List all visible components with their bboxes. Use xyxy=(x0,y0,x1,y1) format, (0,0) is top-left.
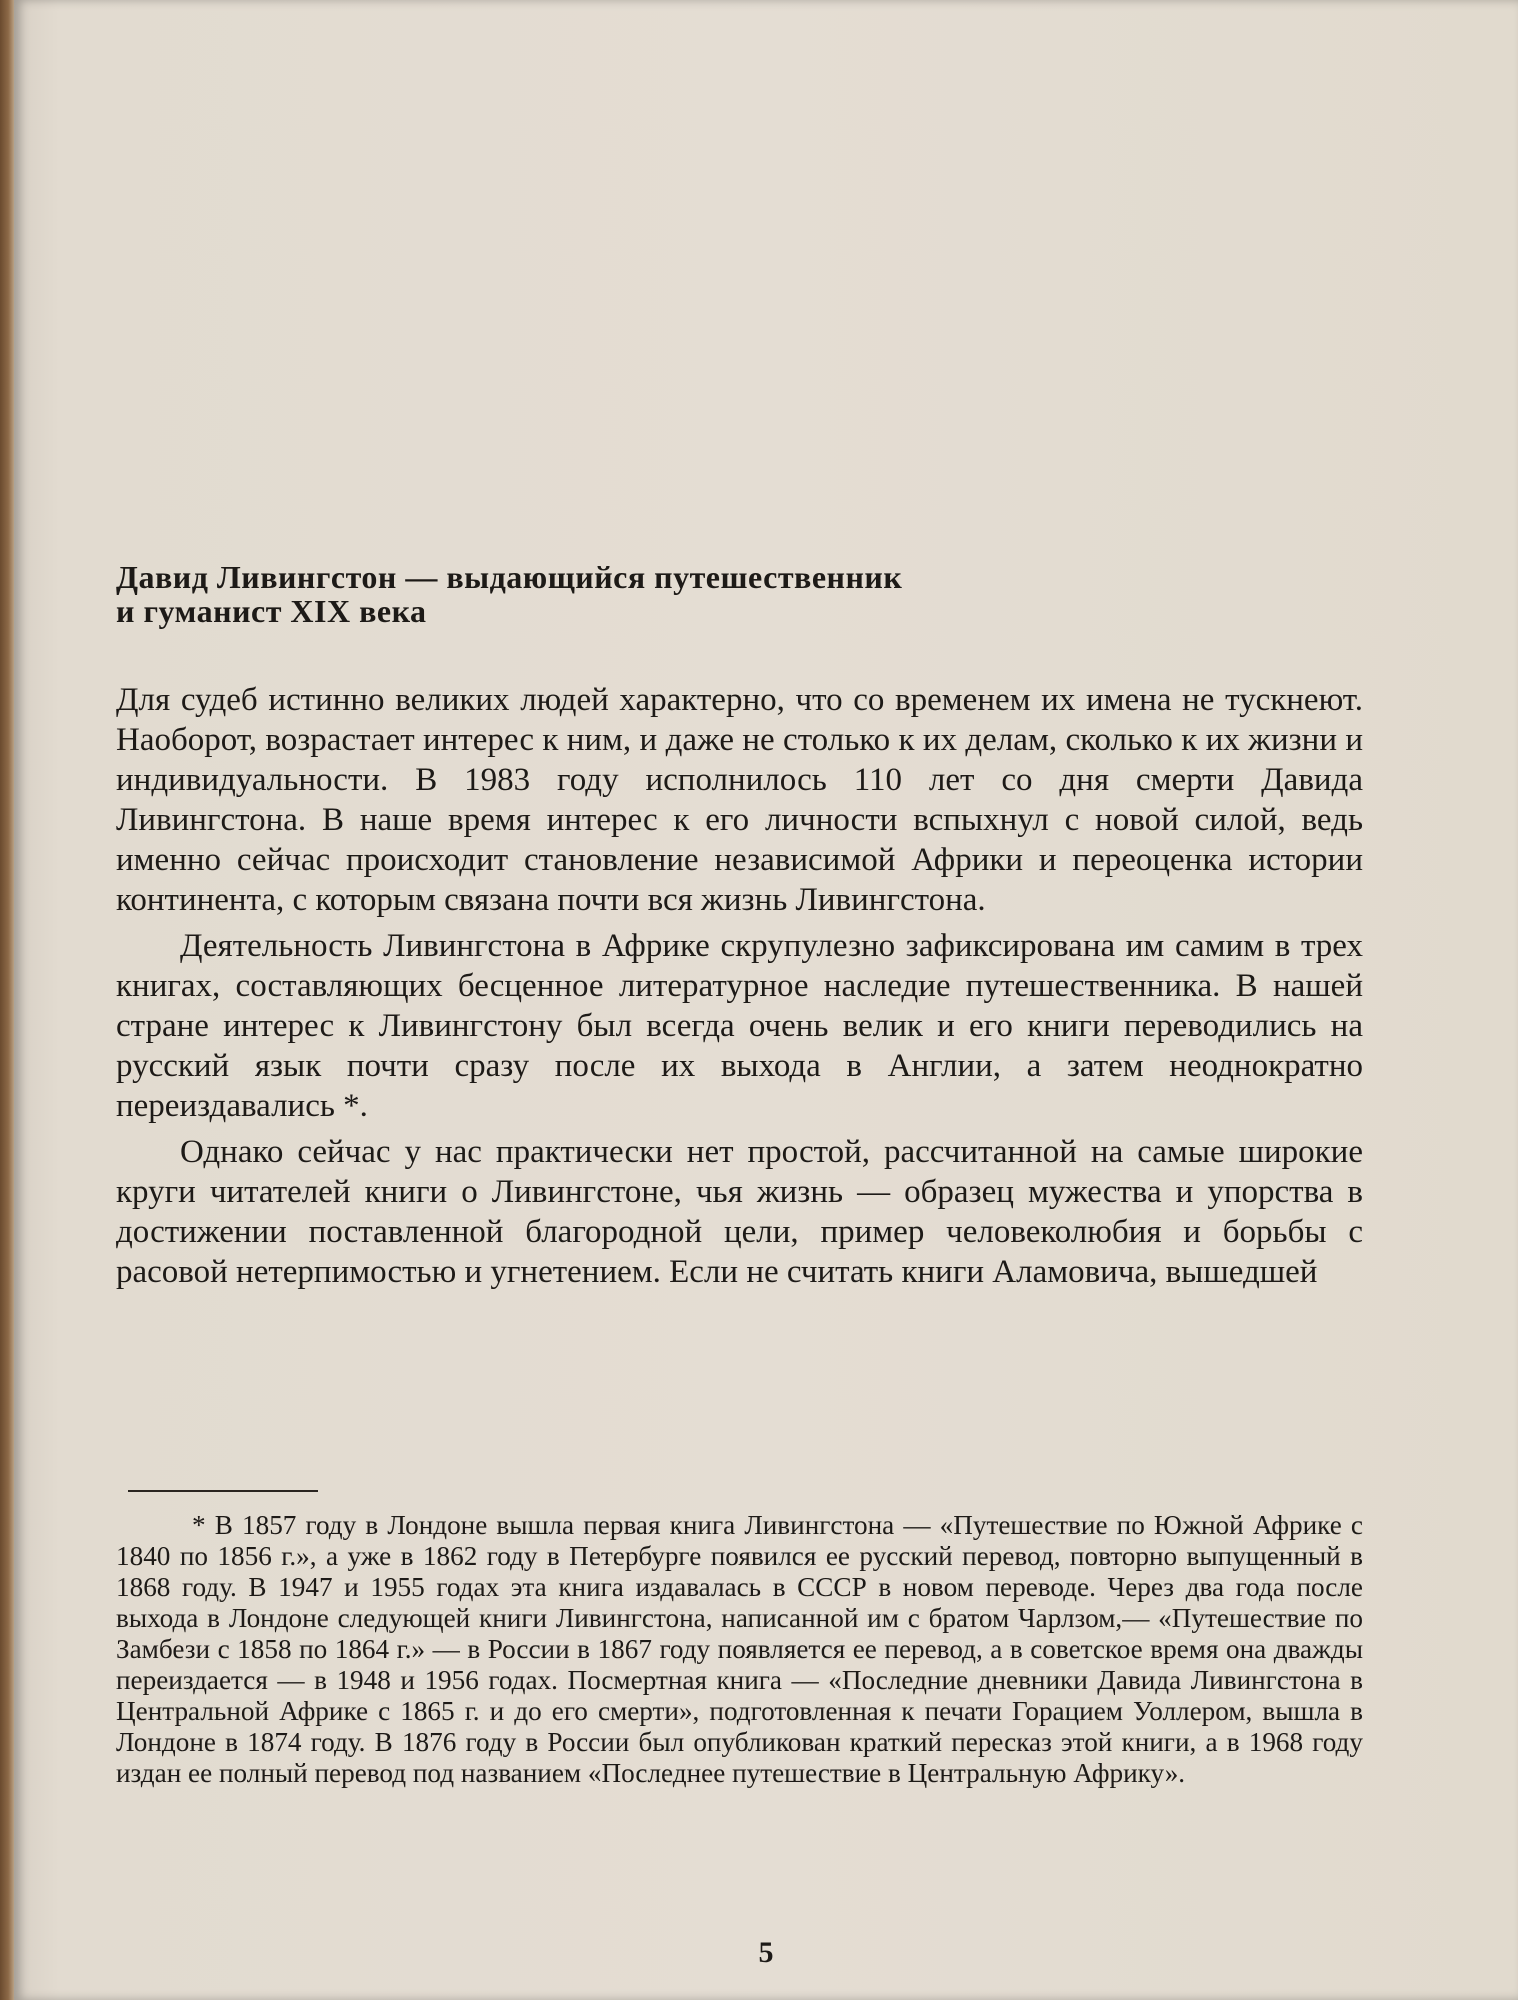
paragraph-2: Деятельность Ливингстона в Африке скрупулезно зафиксирована им самим в трех книгах, составляющих бесценное литературное наследие путешественника. В нашей стране интерес к Ливингстону был всегда очень велик и его книги переводились на русский язык почти сразу после их выхода в Англии, а затем неоднократно переиздавались *. xyxy=(116,928,1363,1124)
paragraph-1: Для судеб истинно великих людей характерно, что со временем их имена не тускнеют. Наоборот, возрастает интерес к ним, и даже не столько к их делам, сколько к их жизни и индивидуальности. В 1983 году исполнилось 110 лет со дня смерти Давида Ливингстона. В наше время интерес к его личности вспыхнул с новой силой, ведь именно сейчас происходит становление независимой Африки и переоценка истории континента, с которым связана почти вся жизнь Ливингстона. xyxy=(116,682,1363,918)
footnote-divider xyxy=(128,1490,318,1492)
chapter-heading-line-2: и гуманист XIX века xyxy=(116,593,427,629)
page-number: 5 xyxy=(758,1936,774,1969)
chapter-heading xyxy=(116,560,1316,628)
footnote: * В 1857 году в Лондоне вышла первая книга Ливингстона — «Путешествие по Южной Африке с 1840 по 1856 г.», а уже в 1862 году в Петербурге появился ее русский перевод, повторно выпущенный в 1868 году. В 1947 и 1955 годах эта книга издавалась в СССР в новом переводе. Через два года после выхода в Лондоне следующей книги Ливингстона, написанной им с братом Чарлзом,— «Путешествие по Замбези с 1858 по 1864 г.» — в России в 1867 году появляется ее перевод, а в советское время она дважды переиздается — в 1948 и 1956 годах. Посмертная книга — «Последние дневники Давида Ливингстона в Центральной Африке с 1865 г. и до его смерти», подготовленная к печати Горацием Уоллером, вышла в Лондоне в 1874 году. В 1876 году в России был опубликован краткий пересказ этой книги, а в 1968 году издан ее полный перевод под названием «Последнее путешествие в Центральную Африку». xyxy=(116,1510,1363,1788)
body-text xyxy=(116,680,1363,1298)
book-spine-edge xyxy=(0,0,14,2000)
paragraph-3: Однако сейчас у нас практически нет простой, рассчитанной на самые широкие круги читателей книги о Ливингстоне, чья жизнь — образец мужества и упорства в достижении поставленной благородной цели, пример человеколюбия и борьбы с расовой нетерпимостью и угнетением. Если не считать книги Аламовича, вышедшей xyxy=(116,1134,1363,1290)
chapter-heading-line-1: Давид Ливингстон — выдающийся путешественник xyxy=(116,559,903,595)
book-page xyxy=(14,0,1518,2000)
